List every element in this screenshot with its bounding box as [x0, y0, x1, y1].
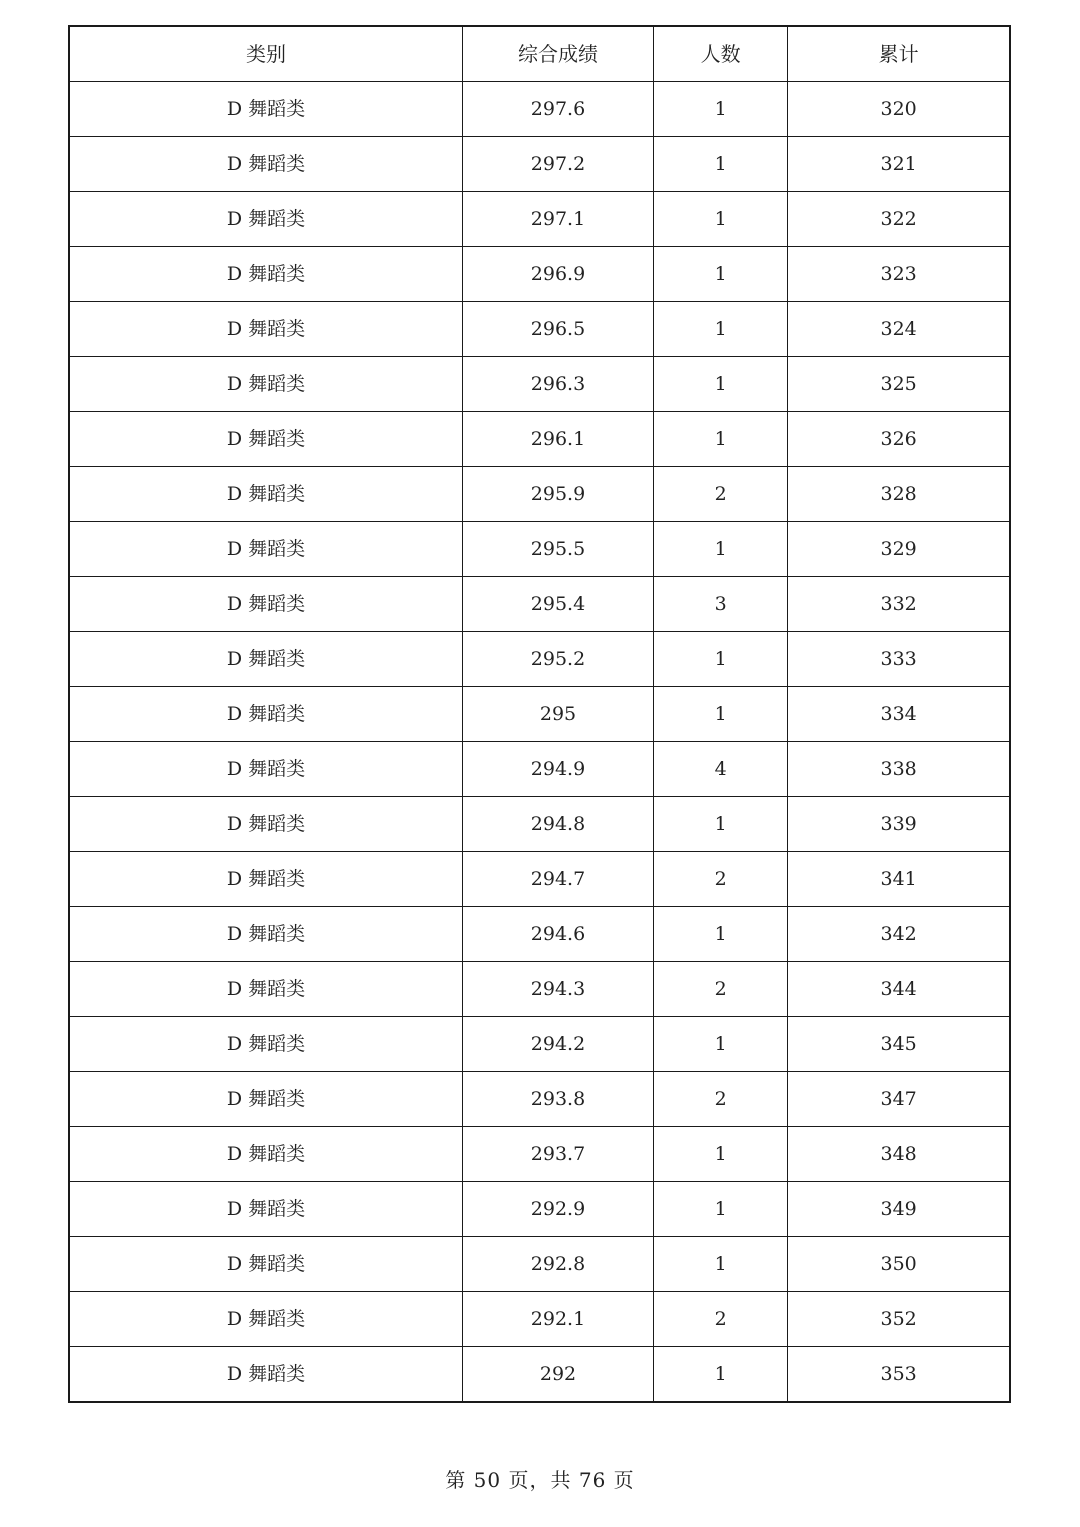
score-cell: 295.9 [462, 467, 653, 522]
score-cell: 293.8 [462, 1072, 653, 1127]
table-row [69, 82, 1010, 137]
count-cell: 1 [654, 137, 788, 192]
count-cell: 1 [654, 522, 788, 577]
table-row [69, 577, 1010, 632]
table-row [69, 1017, 1010, 1072]
category-cell: D 舞蹈类 [69, 1237, 462, 1292]
count-cell: 1 [654, 1237, 788, 1292]
cumulative-cell: 325 [788, 357, 1010, 412]
count-cell: 1 [654, 357, 788, 412]
table-row [69, 302, 1010, 357]
score-cell: 294.8 [462, 797, 653, 852]
cumulative-cell: 339 [788, 797, 1010, 852]
category-cell: D 舞蹈类 [69, 467, 462, 522]
table-row [69, 1292, 1010, 1347]
score-cell: 294.7 [462, 852, 653, 907]
score-cell: 292.8 [462, 1237, 653, 1292]
cumulative-cell: 352 [788, 1292, 1010, 1347]
cumulative-cell: 333 [788, 632, 1010, 687]
category-cell: D 舞蹈类 [69, 1292, 462, 1347]
page-number: 第 50 页，共 76 页 [445, 1468, 635, 1492]
count-cell: 2 [654, 852, 788, 907]
score-cell: 296.3 [462, 357, 653, 412]
table-row [69, 742, 1010, 797]
table-header [69, 26, 1010, 82]
category-cell: D 舞蹈类 [69, 962, 462, 1017]
table-row [69, 852, 1010, 907]
table-row [69, 412, 1010, 467]
count-cell: 1 [654, 302, 788, 357]
category-cell: D 舞蹈类 [69, 687, 462, 742]
score-cell: 292.1 [462, 1292, 653, 1347]
count-cell: 1 [654, 412, 788, 467]
cumulative-cell: 353 [788, 1347, 1010, 1403]
count-cell: 2 [654, 1072, 788, 1127]
cumulative-cell: 341 [788, 852, 1010, 907]
table-row [69, 522, 1010, 577]
cumulative-cell: 350 [788, 1237, 1010, 1292]
category-cell: D 舞蹈类 [69, 742, 462, 797]
score-cell: 295.4 [462, 577, 653, 632]
cumulative-cell: 347 [788, 1072, 1010, 1127]
score-cell: 297.6 [462, 82, 653, 137]
table-row [69, 632, 1010, 687]
category-cell: D 舞蹈类 [69, 82, 462, 137]
count-cell: 1 [654, 797, 788, 852]
score-cell: 294.9 [462, 742, 653, 797]
score-cell: 297.1 [462, 192, 653, 247]
table-row [69, 1347, 1010, 1403]
cumulative-cell: 320 [788, 82, 1010, 137]
cumulative-cell: 332 [788, 577, 1010, 632]
table-row [69, 1072, 1010, 1127]
table-row [69, 247, 1010, 302]
table-row [69, 467, 1010, 522]
category-cell: D 舞蹈类 [69, 522, 462, 577]
score-cell: 296.1 [462, 412, 653, 467]
score-cell: 294.6 [462, 907, 653, 962]
count-cell: 1 [654, 632, 788, 687]
score-table [68, 25, 1011, 1403]
cumulative-cell: 323 [788, 247, 1010, 302]
cumulative-cell: 349 [788, 1182, 1010, 1237]
header-category: 类别 [69, 26, 462, 82]
count-cell: 4 [654, 742, 788, 797]
header-count: 人数 [654, 26, 788, 82]
count-cell: 1 [654, 907, 788, 962]
count-cell: 1 [654, 1017, 788, 1072]
count-cell: 2 [654, 467, 788, 522]
cumulative-cell: 348 [788, 1127, 1010, 1182]
score-cell: 297.2 [462, 137, 653, 192]
table-row [69, 962, 1010, 1017]
cumulative-cell: 342 [788, 907, 1010, 962]
cumulative-cell: 321 [788, 137, 1010, 192]
count-cell: 1 [654, 1182, 788, 1237]
count-cell: 1 [654, 687, 788, 742]
table-row [69, 1237, 1010, 1292]
count-cell: 2 [654, 1292, 788, 1347]
count-cell: 2 [654, 962, 788, 1017]
count-cell: 1 [654, 1127, 788, 1182]
category-cell: D 舞蹈类 [69, 302, 462, 357]
cumulative-cell: 322 [788, 192, 1010, 247]
cumulative-cell: 338 [788, 742, 1010, 797]
score-cell: 295.5 [462, 522, 653, 577]
cumulative-cell: 328 [788, 467, 1010, 522]
category-cell: D 舞蹈类 [69, 1182, 462, 1237]
table-row [69, 357, 1010, 412]
table-row [69, 907, 1010, 962]
score-cell: 294.3 [462, 962, 653, 1017]
category-cell: D 舞蹈类 [69, 577, 462, 632]
table-row [69, 797, 1010, 852]
cumulative-cell: 324 [788, 302, 1010, 357]
table-row [69, 687, 1010, 742]
score-cell: 293.7 [462, 1127, 653, 1182]
category-cell: D 舞蹈类 [69, 907, 462, 962]
count-cell: 1 [654, 82, 788, 137]
category-cell: D 舞蹈类 [69, 852, 462, 907]
category-cell: D 舞蹈类 [69, 797, 462, 852]
cumulative-cell: 345 [788, 1017, 1010, 1072]
score-cell: 295 [462, 687, 653, 742]
table-row [69, 1127, 1010, 1182]
cumulative-cell: 329 [788, 522, 1010, 577]
category-cell: D 舞蹈类 [69, 357, 462, 412]
table-body [69, 82, 1010, 1403]
category-cell: D 舞蹈类 [69, 632, 462, 687]
count-cell: 1 [654, 192, 788, 247]
category-cell: D 舞蹈类 [69, 192, 462, 247]
score-cell: 295.2 [462, 632, 653, 687]
category-cell: D 舞蹈类 [69, 1017, 462, 1072]
count-cell: 3 [654, 577, 788, 632]
header-score: 综合成绩 [462, 26, 653, 82]
score-cell: 292 [462, 1347, 653, 1403]
score-cell: 292.9 [462, 1182, 653, 1237]
table-row [69, 192, 1010, 247]
category-cell: D 舞蹈类 [69, 412, 462, 467]
cumulative-cell: 334 [788, 687, 1010, 742]
table-row [69, 1182, 1010, 1237]
table-row [69, 137, 1010, 192]
category-cell: D 舞蹈类 [69, 1347, 462, 1403]
count-cell: 1 [654, 247, 788, 302]
score-cell: 294.2 [462, 1017, 653, 1072]
count-cell: 1 [654, 1347, 788, 1403]
category-cell: D 舞蹈类 [69, 1072, 462, 1127]
cumulative-cell: 326 [788, 412, 1010, 467]
category-cell: D 舞蹈类 [69, 247, 462, 302]
category-cell: D 舞蹈类 [69, 1127, 462, 1182]
cumulative-cell: 344 [788, 962, 1010, 1017]
category-cell: D 舞蹈类 [69, 137, 462, 192]
header-row [69, 26, 1010, 82]
score-cell: 296.5 [462, 302, 653, 357]
score-cell: 296.9 [462, 247, 653, 302]
header-cumulative: 累计 [788, 26, 1010, 82]
